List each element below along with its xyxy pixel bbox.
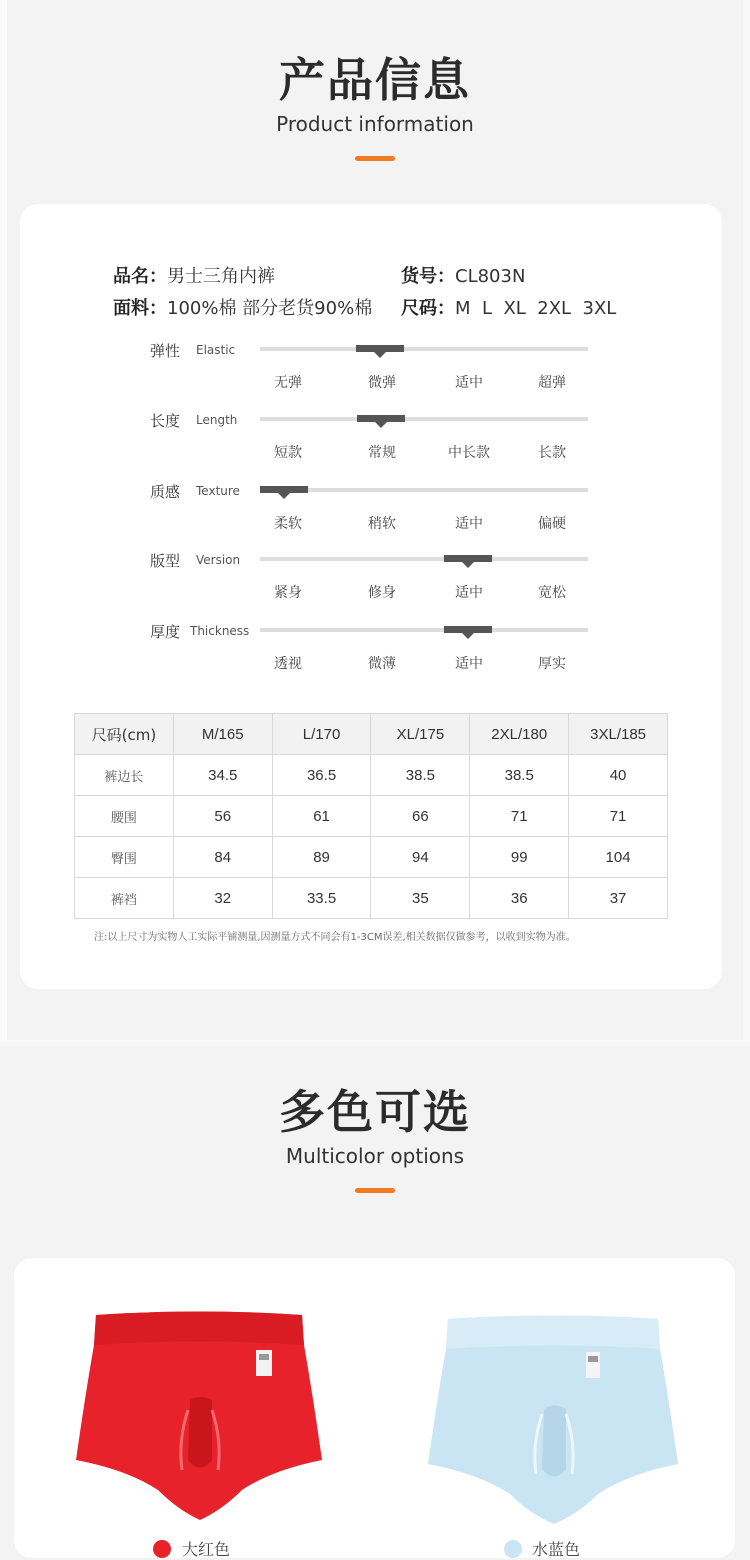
attribute-scale-track bbox=[260, 417, 588, 421]
size-value: M L XL 2XL 3XL bbox=[455, 298, 617, 319]
size-table-header-cell: M/165 bbox=[173, 714, 272, 755]
product-info-card bbox=[20, 204, 722, 989]
item-number-row bbox=[401, 262, 525, 288]
size-table-cell: 66 bbox=[371, 796, 470, 837]
color-name-red: 大红色 bbox=[182, 1540, 231, 1559]
size-table-row-label: 臀围 bbox=[75, 837, 174, 878]
attribute-option: 厚实 bbox=[538, 656, 566, 672]
size-table-cell: 84 bbox=[173, 837, 272, 878]
attribute-scale-track bbox=[260, 347, 588, 351]
attribute-option: 适中 bbox=[455, 585, 483, 601]
table-row bbox=[75, 837, 668, 878]
color-name-blue: 水蓝色 bbox=[532, 1540, 581, 1559]
product-image-blue bbox=[426, 1314, 681, 1534]
size-table-cell: 94 bbox=[371, 837, 470, 878]
size-table-header-cell: 尺码(cm) bbox=[75, 714, 174, 755]
size-table-cell: 36 bbox=[470, 878, 569, 919]
size-row bbox=[401, 294, 616, 320]
section-title-cn: 多色可选 bbox=[279, 1085, 471, 1139]
attribute-option: 中长款 bbox=[448, 445, 490, 461]
attribute-scale-marker bbox=[260, 486, 308, 493]
attribute-row bbox=[20, 410, 722, 480]
attribute-option: 无弹 bbox=[274, 375, 302, 391]
size-table-header-cell: 2XL/180 bbox=[470, 714, 569, 755]
table-row bbox=[75, 796, 668, 837]
size-table-header-cell: XL/175 bbox=[371, 714, 470, 755]
attribute-option: 柔软 bbox=[274, 516, 302, 532]
fabric-row bbox=[113, 294, 372, 320]
attribute-scale-marker bbox=[444, 626, 492, 633]
size-table-row-label: 裤裆 bbox=[75, 878, 174, 919]
size-table-row-label: 腰围 bbox=[75, 796, 174, 837]
attribute-label-en: Elastic bbox=[196, 343, 236, 357]
section-accent-bar bbox=[355, 1188, 395, 1193]
attribute-option: 适中 bbox=[455, 516, 483, 532]
size-table-cell: 38.5 bbox=[371, 755, 470, 796]
item-number-label: 货号： bbox=[401, 266, 455, 287]
size-table-cell: 56 bbox=[173, 796, 272, 837]
attribute-option: 偏硬 bbox=[538, 516, 566, 532]
size-table-cell: 71 bbox=[569, 796, 668, 837]
attribute-option: 修身 bbox=[368, 585, 396, 601]
color-options-card bbox=[14, 1258, 735, 1558]
product-name-label: 品名： bbox=[113, 266, 167, 287]
attribute-label-en: Version bbox=[196, 553, 241, 567]
size-table-header-row bbox=[75, 714, 668, 755]
section-header-product-info bbox=[0, 52, 750, 161]
size-table-cell: 33.5 bbox=[272, 878, 371, 919]
size-table-cell: 34.5 bbox=[173, 755, 272, 796]
attribute-row bbox=[20, 340, 722, 410]
attribute-option: 紧身 bbox=[274, 585, 302, 601]
table-row bbox=[75, 755, 668, 796]
section-title-en: Multicolor options bbox=[285, 1144, 465, 1168]
attribute-option: 常规 bbox=[368, 445, 396, 461]
attribute-option: 短款 bbox=[274, 445, 302, 461]
item-number-value: CL803N bbox=[455, 266, 526, 287]
product-image-red bbox=[72, 1310, 327, 1530]
size-table-cell: 32 bbox=[173, 878, 272, 919]
section-accent-bar bbox=[355, 156, 395, 161]
attribute-label-en: Length bbox=[196, 413, 238, 427]
color-swatch-blue[interactable] bbox=[504, 1540, 522, 1558]
size-table-header-cell: L/170 bbox=[272, 714, 371, 755]
attribute-scale-track bbox=[260, 557, 588, 561]
table-row bbox=[75, 878, 668, 919]
size-table-row-label: 裤边长 bbox=[75, 755, 174, 796]
section-divider bbox=[0, 1040, 750, 1046]
section-header-multicolor bbox=[0, 1084, 750, 1193]
size-table-cell: 37 bbox=[569, 878, 668, 919]
attribute-option: 适中 bbox=[455, 656, 483, 672]
size-table-cell: 40 bbox=[569, 755, 668, 796]
size-table-cell: 104 bbox=[569, 837, 668, 878]
attribute-scale-marker bbox=[444, 555, 492, 562]
fabric-value: 100%棉 部分老货90%棉 bbox=[167, 298, 373, 319]
attribute-option: 长款 bbox=[538, 445, 566, 461]
attribute-scale-track bbox=[260, 488, 588, 492]
attribute-label-cn: 版型 bbox=[150, 552, 181, 570]
attribute-label-cn: 质感 bbox=[150, 483, 181, 501]
attribute-label-cn: 弹性 bbox=[150, 342, 181, 360]
attribute-option: 微弹 bbox=[368, 375, 396, 391]
size-table bbox=[74, 713, 668, 919]
section-title-cn: 产品信息 bbox=[279, 53, 471, 107]
product-name-value: 男士三角内裤 bbox=[167, 266, 275, 287]
attribute-label-cn: 长度 bbox=[150, 412, 181, 430]
attribute-label-en: Texture bbox=[196, 484, 240, 498]
attribute-scale-marker bbox=[356, 345, 404, 352]
size-table-cell: 35 bbox=[371, 878, 470, 919]
product-name-row bbox=[113, 262, 275, 288]
fabric-label: 面料： bbox=[113, 298, 167, 319]
section-title-en: Product information bbox=[276, 112, 474, 136]
attribute-option: 透视 bbox=[274, 656, 302, 672]
size-table-cell: 38.5 bbox=[470, 755, 569, 796]
attribute-row bbox=[20, 481, 722, 551]
attribute-option: 稍软 bbox=[368, 516, 396, 532]
size-table-cell: 61 bbox=[272, 796, 371, 837]
attribute-option: 适中 bbox=[455, 375, 483, 391]
attribute-row bbox=[20, 621, 722, 691]
attribute-scale-track bbox=[260, 628, 588, 632]
attribute-option: 微薄 bbox=[368, 656, 396, 672]
size-table-cell: 71 bbox=[470, 796, 569, 837]
size-label: 尺码： bbox=[401, 298, 455, 319]
attribute-option: 超弹 bbox=[538, 375, 566, 391]
attribute-scale-marker bbox=[357, 415, 405, 422]
size-table-header-cell: 3XL/185 bbox=[569, 714, 668, 755]
attribute-label-en: Thickness bbox=[190, 624, 250, 638]
size-table-cell: 99 bbox=[470, 837, 569, 878]
attribute-label-cn: 厚度 bbox=[150, 623, 181, 641]
color-swatch-red[interactable] bbox=[153, 1540, 171, 1558]
size-note: 注:以上尺寸为实物人工实际平铺测量,因测量方式不同会有1-3CM误差,相关数据仅做参考，以收到实物为准。 bbox=[94, 932, 576, 943]
size-table-cell: 36.5 bbox=[272, 755, 371, 796]
attribute-row bbox=[20, 550, 722, 620]
attribute-option: 宽松 bbox=[538, 585, 566, 601]
size-table-cell: 89 bbox=[272, 837, 371, 878]
